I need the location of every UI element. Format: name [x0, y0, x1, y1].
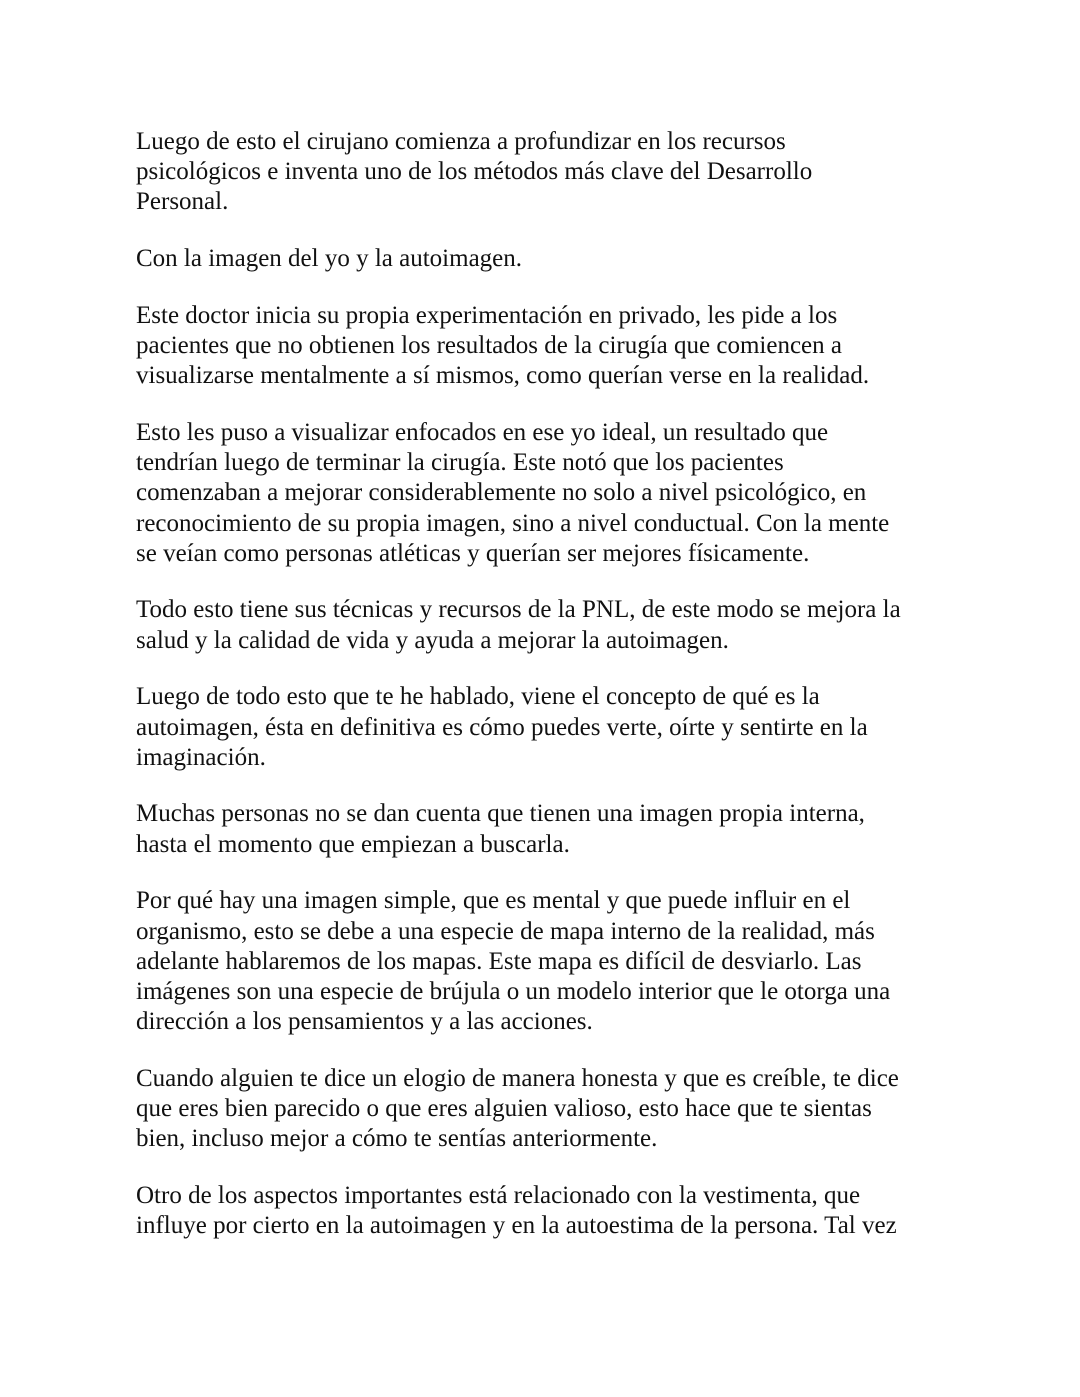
paragraph-10: Otro de los aspectos importantes está relacionado con la vestimenta, que influye por cierto en la autoimagen y en la autoestima de la persona. Tal vez — [136, 1181, 897, 1240]
paragraph-7: Muchas personas no se dan cuenta que tienen una imagen propia interna, hasta el momento que empiezan a buscarla. — [136, 800, 865, 858]
paragraph-1: Luego de esto el cirujano comienza a profundizar en los recursos psicológicos e inventa uno de los métodos más clave del Desarrollo Personal. — [136, 128, 813, 216]
paragraph-3: Este doctor inicia su propia experimentación en privado, les pide a los pacientes que no obtienen los resultados de la cirugía que comiencen a visualizarse mentalmente a sí mismos, como querían verse en la realidad. — [136, 301, 870, 390]
paragraph-2: Con la imagen del yo y la autoimagen. — [136, 245, 523, 273]
paragraph-9: Cuando alguien te dice un elogio de manera honesta y que es creíble, te dice que eres bien parecido o que eres alguien valioso, esto hace que te sientas bien, incluso mejor a cómo te sentías anteriormente. — [136, 1064, 899, 1153]
paragraph-8: Por qué hay una imagen simple, que es mental y que puede influir en el organismo, esto se debe a una especie de mapa interno de la realidad, más adelante hablaremos de los mapas. Este mapa es difícil de desviarlo. Las imágenes son una especie de brújula o un modelo interior que le otorga una dirección a los pensamientos y a las acciones. — [136, 887, 891, 1036]
paragraph-6: Luego de todo esto que te he hablado, viene el concepto de qué es la autoimagen, ésta en definitiva es cómo puedes verte, oírte y sentirte en la imaginación. — [136, 683, 868, 771]
document-body — [136, 127, 946, 1268]
paragraph-5: Todo esto tiene sus técnicas y recursos de la PNL, de este modo se mejora la salud y la calidad de vida y ayuda a mejorar la autoimagen. — [136, 596, 901, 654]
paragraph-4: Esto les puso a visualizar enfocados en ese yo ideal, un resultado que tendrían luego de terminar la cirugía. Este notó que los pacientes comenzaban a mejorar considerablemente no solo a nivel psicológico, en reconocimiento de su propia imagen, sino a nivel conductual. Con la mente se veían como personas atléticas y querían ser mejores físicamente. — [136, 418, 890, 567]
